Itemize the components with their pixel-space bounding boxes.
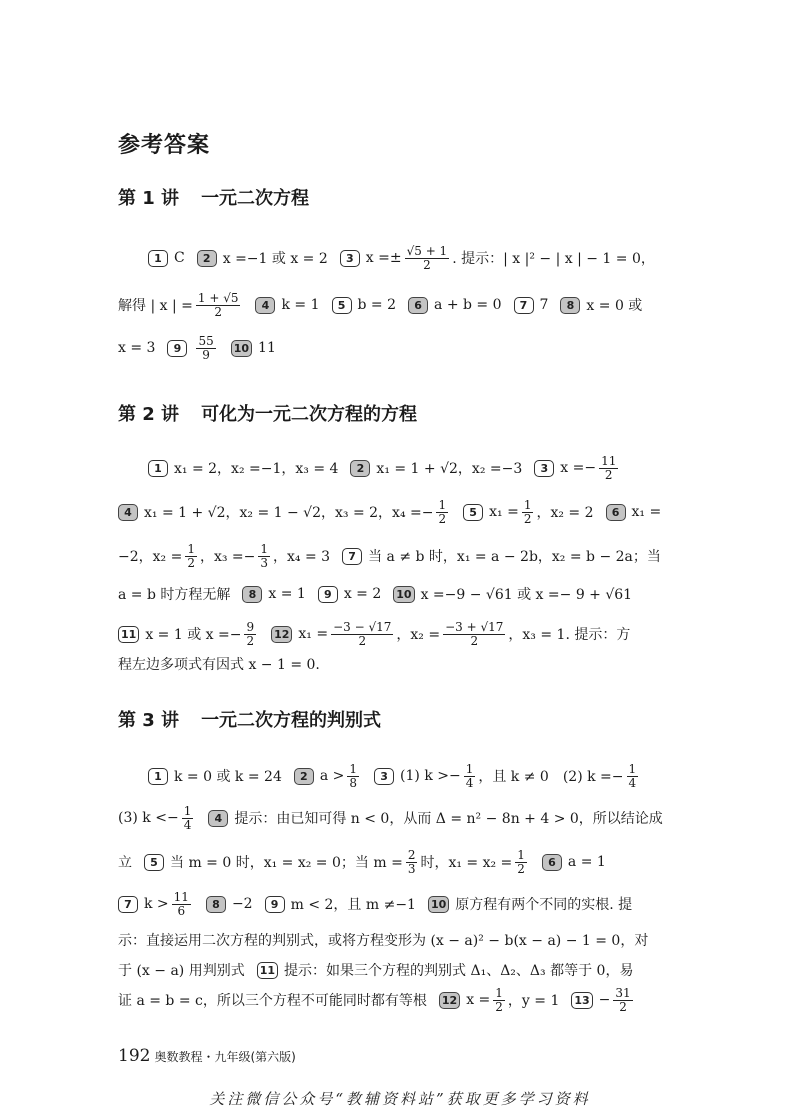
book-title: 奥数教程・九年级(第六版) bbox=[154, 1050, 296, 1064]
denominator: 2 bbox=[619, 999, 627, 1014]
answer-item bbox=[206, 896, 253, 913]
numerator: 1 bbox=[628, 761, 637, 776]
answer-text: x₁ = 1 + √2，x₂ =−3 bbox=[376, 461, 523, 477]
numerator: 1 bbox=[187, 541, 195, 556]
answer-item bbox=[167, 335, 218, 362]
answer-text: ，x₄ = 3 bbox=[273, 549, 331, 565]
lecture-3-heading bbox=[118, 706, 381, 732]
lecture-1-heading bbox=[118, 184, 309, 210]
answer-text: x₁ = bbox=[631, 504, 662, 520]
answer-item bbox=[393, 584, 632, 604]
answer-item bbox=[118, 805, 196, 832]
denominator: 2 bbox=[423, 257, 431, 272]
page-footer bbox=[118, 1046, 296, 1066]
numerator: 1 + √5 bbox=[197, 290, 239, 305]
answer-item bbox=[118, 499, 451, 526]
lecture-2-line-6 bbox=[118, 644, 684, 684]
lecture-2-line-3 bbox=[118, 536, 684, 576]
question-number: 3 bbox=[374, 768, 394, 785]
answer-text: x₁ = 2，x₂ =−1，x₃ = 4 bbox=[174, 461, 339, 477]
question-number: 5 bbox=[463, 504, 483, 521]
answer-text: 提示：如果三个方程的判别式 Δ₁、Δ₂、Δ₃ 都等于 0，易 bbox=[284, 963, 634, 979]
answer-item bbox=[350, 458, 522, 478]
answer-item bbox=[118, 340, 155, 356]
answer-item bbox=[428, 894, 632, 914]
answer-text: (1) k >− bbox=[400, 768, 461, 784]
answer-text: ，且 k ≠ 0 (2) k =− bbox=[478, 769, 624, 785]
answer-item bbox=[294, 763, 362, 790]
answer-item bbox=[332, 297, 397, 314]
answer-text: x =− bbox=[560, 460, 597, 476]
answer-text: x₁ = bbox=[298, 626, 329, 642]
lecture-3-line-4 bbox=[118, 884, 684, 924]
lecture-1-line-3 bbox=[118, 328, 684, 368]
denominator: 6 bbox=[177, 903, 186, 918]
answer-text: x = 2 bbox=[343, 586, 382, 602]
question-number: 7 bbox=[342, 548, 362, 565]
answer-item bbox=[318, 586, 381, 603]
answer-text: 当 m = 0 时，x₁ = x₂ = 0；当 m = bbox=[170, 855, 403, 871]
lecture-3-title: 一元二次方程的判别式 bbox=[201, 710, 382, 731]
answer-text: 解得 | x | = bbox=[118, 298, 193, 314]
fraction bbox=[196, 292, 241, 319]
answer-text: 当 a ≠ b 时，x₁ = a − 2b，x₂ = b − 2a；当 bbox=[368, 549, 661, 565]
answer-text: ，x₃ = 1. 提示：方 bbox=[508, 627, 631, 643]
answer-item bbox=[148, 250, 185, 267]
question-number: 10 bbox=[231, 340, 252, 357]
watermark-text: 关注微信公众号“教辅资料站”获取更多学习资料 bbox=[209, 1090, 591, 1108]
fraction bbox=[406, 849, 418, 876]
answer-item bbox=[118, 584, 230, 604]
answer-item bbox=[144, 849, 530, 876]
answer-item bbox=[197, 248, 328, 268]
answer-text: x =−9 − √61 或 x =− 9 + √61 bbox=[420, 587, 633, 603]
answer-item bbox=[118, 543, 330, 570]
answer-item bbox=[606, 504, 662, 521]
lecture-2-heading bbox=[118, 400, 417, 426]
denominator: 3 bbox=[260, 555, 269, 570]
lecture-1-label: 第 1 讲 bbox=[118, 188, 180, 209]
fraction bbox=[493, 987, 505, 1014]
question-number: 9 bbox=[167, 340, 187, 357]
fraction bbox=[522, 499, 534, 526]
question-number: 9 bbox=[318, 586, 338, 603]
answer-item bbox=[118, 990, 427, 1010]
fraction bbox=[182, 805, 194, 832]
denominator: 2 bbox=[604, 467, 613, 482]
answer-item bbox=[118, 891, 194, 918]
denominator: 4 bbox=[465, 775, 474, 790]
answer-text: x = 0 或 bbox=[586, 298, 643, 314]
denominator: 2 bbox=[214, 304, 222, 319]
answer-item bbox=[514, 297, 549, 314]
numerator: 1 bbox=[349, 761, 358, 776]
answer-item bbox=[571, 987, 635, 1014]
answer-item bbox=[265, 894, 416, 914]
answer-text: k > bbox=[144, 896, 169, 912]
answer-text: k = 1 bbox=[281, 297, 320, 313]
question-number: 11 bbox=[118, 626, 139, 643]
lecture-3-label: 第 3 讲 bbox=[118, 710, 180, 731]
question-number: 3 bbox=[340, 250, 360, 267]
question-number: 5 bbox=[144, 854, 164, 871]
answer-text: ，y = 1 bbox=[507, 993, 560, 1009]
answer-text: a = b 时方程无解 bbox=[118, 587, 231, 603]
numerator: 1 bbox=[517, 847, 525, 862]
answer-text: a = 1 bbox=[567, 854, 606, 870]
page-title: 参考答案 bbox=[118, 133, 211, 158]
denominator: 9 bbox=[202, 347, 210, 362]
fraction bbox=[436, 499, 448, 526]
lecture-3-line-3 bbox=[118, 842, 684, 882]
answer-text: ，x₂ = 2 bbox=[536, 505, 594, 521]
answer-text: 证 a = b = c，所以三个方程不可能同时都有等根 bbox=[118, 993, 427, 1009]
lecture-2-line-2 bbox=[118, 492, 684, 532]
answer-text: 时，x₁ = x₂ = bbox=[420, 855, 513, 871]
answer-item bbox=[118, 292, 243, 319]
question-number: 2 bbox=[350, 460, 370, 477]
answer-text: ，x₃ =− bbox=[199, 549, 256, 565]
numerator: 1 bbox=[495, 985, 503, 1000]
answer-text: 11 bbox=[258, 340, 276, 356]
answer-text: − bbox=[598, 992, 611, 1008]
fraction bbox=[258, 543, 270, 570]
question-number: 10 bbox=[428, 896, 449, 913]
answer-item bbox=[439, 987, 559, 1014]
numerator: 1 bbox=[465, 761, 474, 776]
answer-text: x =± bbox=[365, 250, 402, 266]
fraction bbox=[515, 849, 527, 876]
denominator: 4 bbox=[628, 775, 637, 790]
question-number: 1 bbox=[148, 250, 168, 267]
lecture-2-title: 可化为一元二次方程的方程 bbox=[201, 404, 418, 425]
answer-item bbox=[408, 297, 501, 314]
fraction bbox=[599, 455, 618, 482]
question-number: 10 bbox=[393, 586, 414, 603]
denominator: 8 bbox=[349, 775, 358, 790]
numerator: 2 bbox=[407, 847, 416, 862]
answer-item bbox=[340, 245, 655, 272]
question-number: 9 bbox=[265, 896, 285, 913]
numerator: 1 bbox=[183, 803, 192, 818]
answer-item bbox=[534, 455, 621, 482]
answer-text: b = 2 bbox=[357, 297, 397, 313]
lecture-2-label: 第 2 讲 bbox=[118, 404, 180, 425]
denominator: 2 bbox=[358, 633, 367, 648]
lecture-3-line-1 bbox=[148, 756, 714, 796]
lecture-3-line-2 bbox=[118, 798, 684, 838]
answer-item bbox=[342, 546, 661, 566]
denominator: 2 bbox=[438, 511, 447, 526]
question-number: 1 bbox=[148, 460, 168, 477]
numerator: −3 + √17 bbox=[445, 619, 504, 634]
fraction bbox=[627, 763, 639, 790]
answer-item bbox=[148, 458, 338, 478]
fraction bbox=[405, 245, 450, 272]
answer-item bbox=[118, 960, 245, 980]
denominator: 2 bbox=[470, 633, 479, 648]
question-number: 7 bbox=[514, 297, 534, 314]
answer-text: k = 0 或 k = 24 bbox=[174, 769, 282, 785]
answer-item bbox=[374, 763, 641, 790]
question-number: 4 bbox=[118, 504, 138, 521]
question-number: 13 bbox=[571, 992, 592, 1009]
answer-item bbox=[208, 808, 662, 828]
answer-text: −2 bbox=[231, 896, 253, 912]
answer-text: 7 bbox=[539, 297, 549, 313]
question-number: 6 bbox=[606, 504, 626, 521]
numerator: 11 bbox=[173, 889, 189, 904]
question-number: 8 bbox=[560, 297, 580, 314]
lecture-1-line-1 bbox=[148, 238, 714, 278]
numerator: 1 bbox=[260, 541, 269, 556]
answer-text: x = 1 bbox=[268, 586, 306, 602]
fraction bbox=[185, 543, 197, 570]
answer-item bbox=[542, 854, 606, 871]
answer-item bbox=[242, 586, 305, 603]
question-number: 12 bbox=[271, 626, 292, 643]
fraction bbox=[172, 891, 191, 918]
numerator: √5 + 1 bbox=[406, 243, 448, 258]
question-number: 7 bbox=[118, 896, 138, 913]
answer-item bbox=[231, 340, 276, 357]
denominator: 2 bbox=[187, 555, 195, 570]
answer-item bbox=[560, 295, 642, 315]
answer-text: x = bbox=[466, 992, 491, 1008]
answer-item bbox=[255, 297, 319, 314]
fraction bbox=[464, 763, 476, 790]
question-number: 2 bbox=[294, 768, 314, 785]
question-number: 8 bbox=[206, 896, 226, 913]
denominator: 3 bbox=[407, 861, 416, 876]
answer-item bbox=[257, 960, 634, 980]
numerator: 11 bbox=[601, 453, 617, 468]
answer-text: C bbox=[174, 250, 185, 266]
lecture-2-line-1 bbox=[148, 448, 714, 488]
answer-text: x =−1 或 x = 2 bbox=[222, 251, 328, 267]
lecture-1-line-2 bbox=[118, 285, 684, 325]
numerator: 31 bbox=[615, 985, 631, 1000]
answer-item bbox=[118, 852, 132, 872]
answer-text: x₁ = 1 + √2，x₂ = 1 − √2，x₃ = 2，x₄ =− bbox=[144, 505, 434, 521]
question-number: 6 bbox=[542, 854, 562, 871]
numerator: 9 bbox=[246, 619, 255, 634]
numerator: −3 − √17 bbox=[333, 619, 392, 634]
answer-text: a > bbox=[319, 768, 345, 784]
question-number: 2 bbox=[197, 250, 217, 267]
lecture-2-line-4 bbox=[118, 574, 684, 614]
numerator: 1 bbox=[438, 497, 447, 512]
answer-text: (3) k <− bbox=[118, 810, 179, 826]
question-number: 11 bbox=[257, 962, 278, 979]
denominator: 4 bbox=[183, 817, 192, 832]
answer-text: a + b = 0 bbox=[434, 297, 502, 313]
lecture-1-title: 一元二次方程 bbox=[201, 188, 310, 209]
question-number: 5 bbox=[332, 297, 352, 314]
fraction bbox=[347, 763, 359, 790]
question-number: 4 bbox=[208, 810, 228, 827]
fraction bbox=[196, 335, 215, 362]
answer-item bbox=[148, 766, 282, 786]
answer-text: x = 1 或 x =− bbox=[145, 627, 242, 643]
question-number: 1 bbox=[148, 768, 168, 785]
denominator: 2 bbox=[517, 861, 525, 876]
answer-text: 提示：由已知可得 n < 0，从而 Δ = n² − 8n + 4 > 0，所以结论成 bbox=[234, 811, 663, 827]
answer-item bbox=[118, 930, 648, 950]
denominator: 2 bbox=[523, 511, 532, 526]
answer-text: x₁ = bbox=[489, 504, 519, 520]
answer-text: 程左边多项式有因式 x − 1 = 0. bbox=[118, 657, 320, 673]
numerator: 1 bbox=[523, 497, 532, 512]
question-number: 6 bbox=[408, 297, 428, 314]
answer-text: x = 3 bbox=[118, 340, 156, 356]
answer-text: 示：直接运用二次方程的判别式，或将方程变形为 (x − a)² − b(x − a) − 1 = 0，对 bbox=[118, 933, 649, 949]
answer-text: 立 bbox=[118, 855, 132, 871]
denominator: 2 bbox=[495, 999, 503, 1014]
question-number: 8 bbox=[242, 586, 262, 603]
answer-text: . 提示：| x |² − | x | − 1 = 0， bbox=[452, 251, 655, 267]
answer-text: m < 2，且 m ≠−1 bbox=[290, 897, 416, 913]
fraction bbox=[613, 987, 632, 1014]
question-number: 12 bbox=[439, 992, 460, 1009]
question-number: 3 bbox=[534, 460, 554, 477]
lecture-3-line-7 bbox=[118, 980, 684, 1020]
answer-text: ，x₂ = bbox=[396, 627, 441, 643]
numerator: 55 bbox=[198, 333, 214, 348]
answer-text: −2，x₂ = bbox=[118, 549, 183, 565]
answer-text: 于 (x − a) 用判别式 bbox=[118, 963, 245, 979]
answer-text: 原方程有两个不同的实根. 提 bbox=[455, 897, 633, 913]
answer-item bbox=[463, 499, 593, 526]
page-number: 192 bbox=[118, 1046, 151, 1066]
answer-item bbox=[118, 654, 320, 674]
question-number: 4 bbox=[255, 297, 275, 314]
denominator: 2 bbox=[246, 633, 255, 648]
